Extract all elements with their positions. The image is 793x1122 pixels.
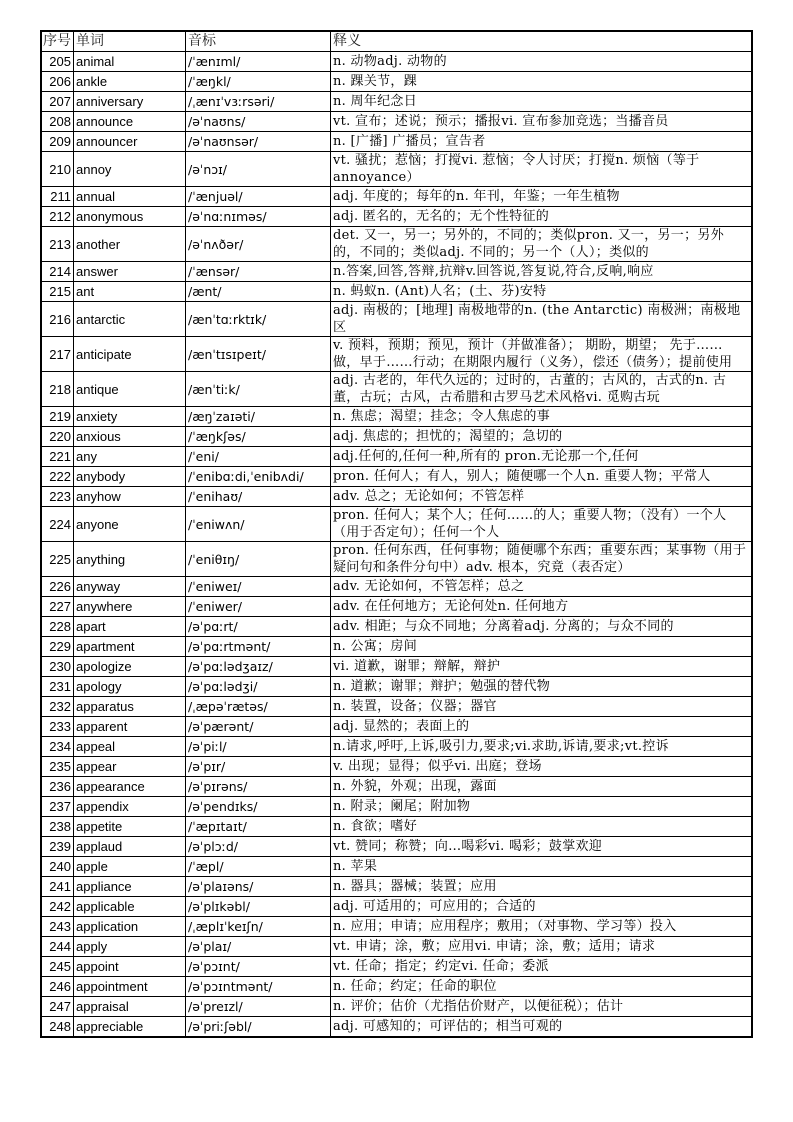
phonetic-cell: /ˈæŋkʃəs/ (186, 427, 331, 447)
row-number-cell: 221 (41, 447, 74, 467)
word-cell: appreciable (74, 1017, 186, 1038)
meaning-cell: vt. 赞同；称赞；向…喝彩vi. 喝彩；鼓掌欢迎 (331, 837, 753, 857)
table-row (41, 112, 752, 132)
phonetic-cell: /əˈnɔɪ/ (186, 152, 331, 187)
meaning-cell: det. 又一，另一；另外的，不同的；类似pron. 又一，另一；另外的，不同的；类似adj. 不同的；另一个（人）；类似的 (331, 227, 753, 262)
phonetic-cell: /ænˈtiːk/ (186, 372, 331, 407)
table-row (41, 1017, 752, 1038)
table-row (41, 897, 752, 917)
phonetic-cell: /əˈpɪrəns/ (186, 777, 331, 797)
phonetic-cell: /əˈnaʊns/ (186, 112, 331, 132)
phonetic-cell: /əˈpɑːlədʒi/ (186, 677, 331, 697)
row-number-cell: 205 (41, 52, 74, 72)
phonetic-cell: /ˈeniweɪ/ (186, 577, 331, 597)
word-cell: apple (74, 857, 186, 877)
row-number-cell: 237 (41, 797, 74, 817)
header-row (41, 31, 752, 52)
table-row (41, 957, 752, 977)
row-number-cell: 223 (41, 487, 74, 507)
word-cell: any (74, 447, 186, 467)
phonetic-cell: /æŋˈzaɪəti/ (186, 407, 331, 427)
row-number-cell: 245 (41, 957, 74, 977)
meaning-cell: n. 装置，设备；仪器；器官 (331, 697, 753, 717)
phonetic-cell: /əˈpɔɪnt/ (186, 957, 331, 977)
word-cell: applaud (74, 837, 186, 857)
row-number-cell: 247 (41, 997, 74, 1017)
meaning-cell: vt. 骚扰；惹恼；打搅vi. 惹恼；令人讨厌；打搅n. 烦恼（等于annoyance） (331, 152, 753, 187)
word-cell: antarctic (74, 302, 186, 337)
phonetic-cell: /əˈnʌðər/ (186, 227, 331, 262)
phonetic-cell: /əˈpiːl/ (186, 737, 331, 757)
table-row (41, 737, 752, 757)
row-number-cell: 213 (41, 227, 74, 262)
phonetic-cell: /ˌæplɪˈkeɪʃn/ (186, 917, 331, 937)
meaning-cell: n. 食欲；嗜好 (331, 817, 753, 837)
word-cell: announcer (74, 132, 186, 152)
word-cell: annual (74, 187, 186, 207)
table-row (41, 407, 752, 427)
table-row (41, 337, 752, 372)
row-number-cell: 230 (41, 657, 74, 677)
meaning-cell: vt. 宣布；述说；预示；播报vi. 宣布参加竞选；当播音员 (331, 112, 753, 132)
meaning-cell: vi. 道歉，谢罪；辩解，辩护 (331, 657, 753, 677)
phonetic-cell: /ˈenihaʊ/ (186, 487, 331, 507)
meaning-cell: adj. 年度的；每年的n. 年刊，年鉴；一年生植物 (331, 187, 753, 207)
row-number-cell: 246 (41, 977, 74, 997)
table-row (41, 577, 752, 597)
phonetic-cell: /əˈpriːʃəbl/ (186, 1017, 331, 1038)
phonetic-cell: /əˈplaɪəns/ (186, 877, 331, 897)
word-cell: appetite (74, 817, 186, 837)
row-number-cell: 218 (41, 372, 74, 407)
meaning-cell: vt. 任命；指定；约定vi. 任命；委派 (331, 957, 753, 977)
meaning-cell: n. 应用；申请；应用程序；敷用；（对事物、学习等）投入 (331, 917, 753, 937)
phonetic-cell: /ˌæpəˈrætəs/ (186, 697, 331, 717)
phonetic-cell: /əˈpɔɪntmənt/ (186, 977, 331, 997)
phonetic-cell: /ˈenibɑːdi,ˈenibʌdi/ (186, 467, 331, 487)
meaning-cell: pron. 任何人；某个人；任何……的人；重要人物；（没有）一个人（用于否定句）；任何一个人 (331, 507, 753, 542)
phonetic-cell: /ˈæpɪtaɪt/ (186, 817, 331, 837)
row-number-cell: 243 (41, 917, 74, 937)
phonetic-cell: /əˈnaʊnsər/ (186, 132, 331, 152)
table-row (41, 597, 752, 617)
table-row (41, 152, 752, 187)
table-row (41, 617, 752, 637)
header-num: 序号 (41, 31, 74, 52)
row-number-cell: 238 (41, 817, 74, 837)
row-number-cell: 228 (41, 617, 74, 637)
row-number-cell: 214 (41, 262, 74, 282)
row-number-cell: 229 (41, 637, 74, 657)
meaning-cell: n. 公寓；房间 (331, 637, 753, 657)
word-cell: anonymous (74, 207, 186, 227)
word-cell: antique (74, 372, 186, 407)
row-number-cell: 241 (41, 877, 74, 897)
word-cell: appear (74, 757, 186, 777)
table-row (41, 817, 752, 837)
word-cell: ant (74, 282, 186, 302)
table-row (41, 207, 752, 227)
table-row (41, 777, 752, 797)
meaning-cell: n. 焦虑；渴望；挂念；令人焦虑的事 (331, 407, 753, 427)
meaning-cell: n.请求,呼吁,上诉,吸引力,要求;vi.求助,诉请,要求;vt.控诉 (331, 737, 753, 757)
word-cell: appeal (74, 737, 186, 757)
word-cell: apply (74, 937, 186, 957)
table-row (41, 837, 752, 857)
word-cell: appraisal (74, 997, 186, 1017)
row-number-cell: 212 (41, 207, 74, 227)
meaning-cell: n. 附录；阑尾；附加物 (331, 797, 753, 817)
row-number-cell: 207 (41, 92, 74, 112)
row-number-cell: 231 (41, 677, 74, 697)
table-row (41, 262, 752, 282)
phonetic-cell: /əˈnɑːnɪməs/ (186, 207, 331, 227)
table-row (41, 427, 752, 447)
table-row (41, 917, 752, 937)
word-cell: anticipate (74, 337, 186, 372)
word-cell: appointment (74, 977, 186, 997)
row-number-cell: 209 (41, 132, 74, 152)
word-cell: application (74, 917, 186, 937)
table-row (41, 677, 752, 697)
word-cell: ankle (74, 72, 186, 92)
table-row (41, 857, 752, 877)
table-row (41, 977, 752, 997)
meaning-cell: adj. 匿名的，无名的；无个性特征的 (331, 207, 753, 227)
meaning-cell: n. 道歉；谢罪；辩护；勉强的替代物 (331, 677, 753, 697)
word-cell: anxiety (74, 407, 186, 427)
meaning-cell: adj. 古老的，年代久远的；过时的，古董的；古风的，古式的n. 古董，古玩；古风，古希腊和古罗马艺术风格vi. 觅购古玩 (331, 372, 753, 407)
phonetic-cell: /ænt/ (186, 282, 331, 302)
word-cell: annoy (74, 152, 186, 187)
meaning-cell: n. [广播] 广播员；宣告者 (331, 132, 753, 152)
row-number-cell: 211 (41, 187, 74, 207)
word-cell: appendix (74, 797, 186, 817)
phonetic-cell: /ˈæpl/ (186, 857, 331, 877)
row-number-cell: 226 (41, 577, 74, 597)
meaning-cell: adj. 显然的；表面上的 (331, 717, 753, 737)
phonetic-cell: /əˈpɪr/ (186, 757, 331, 777)
phonetic-cell: /ˈeniθɪŋ/ (186, 542, 331, 577)
table-row (41, 52, 752, 72)
phonetic-cell: /ˈeniwer/ (186, 597, 331, 617)
row-number-cell: 235 (41, 757, 74, 777)
phonetic-cell: /əˈplɔːd/ (186, 837, 331, 857)
table-row (41, 467, 752, 487)
table-row (41, 797, 752, 817)
meaning-cell: n. 任命；约定；任命的职位 (331, 977, 753, 997)
phonetic-cell: /ænˈtɪsɪpeɪt/ (186, 337, 331, 372)
row-number-cell: 206 (41, 72, 74, 92)
meaning-cell: n. 周年纪念日 (331, 92, 753, 112)
table-row (41, 372, 752, 407)
meaning-cell: vt. 申请；涂，敷；应用vi. 申请；涂，敷；适用；请求 (331, 937, 753, 957)
header-phonetic: 音标 (186, 31, 331, 52)
word-cell: anxious (74, 427, 186, 447)
row-number-cell: 234 (41, 737, 74, 757)
row-number-cell: 225 (41, 542, 74, 577)
word-cell: appliance (74, 877, 186, 897)
table-row (41, 757, 752, 777)
table-row (41, 637, 752, 657)
table-row (41, 697, 752, 717)
meaning-cell: adj. 焦虑的；担忧的；渴望的；急切的 (331, 427, 753, 447)
row-number-cell: 233 (41, 717, 74, 737)
word-cell: apartment (74, 637, 186, 657)
row-number-cell: 248 (41, 1017, 74, 1038)
meaning-cell: adv. 在任何地方；无论何处n. 任何地方 (331, 597, 753, 617)
phonetic-cell: /ˌænɪˈvɜːrsəri/ (186, 92, 331, 112)
phonetic-cell: /əˈplaɪ/ (186, 937, 331, 957)
word-cell: apologize (74, 657, 186, 677)
meaning-cell: n. 动物adj. 动物的 (331, 52, 753, 72)
meaning-cell: n. 蚂蚁n. (Ant)人名；(土、芬)安特 (331, 282, 753, 302)
phonetic-cell: /əˈpɑːrt/ (186, 617, 331, 637)
table-row (41, 302, 752, 337)
table-row (41, 72, 752, 92)
header-meaning: 释义 (331, 31, 753, 52)
phonetic-cell: /ˈeniwʌn/ (186, 507, 331, 542)
phonetic-cell: /əˈpreɪzl/ (186, 997, 331, 1017)
table-row (41, 542, 752, 577)
row-number-cell: 219 (41, 407, 74, 427)
word-cell: appearance (74, 777, 186, 797)
meaning-cell: adj. 南极的；[地理] 南极地带的n. (the Antarctic) 南极洲；南极地区 (331, 302, 753, 337)
row-number-cell: 232 (41, 697, 74, 717)
meaning-cell: pron. 任何东西，任何事物；随便哪个东西；重要东西；某事物（用于疑问句和条件分句中）adv. 根本，究竟（表否定） (331, 542, 753, 577)
meaning-cell: adj. 可感知的；可评估的；相当可观的 (331, 1017, 753, 1038)
phonetic-cell: /ˈæŋkl/ (186, 72, 331, 92)
word-cell: announce (74, 112, 186, 132)
meaning-cell: n. 踝关节，踝 (331, 72, 753, 92)
phonetic-cell: /əˈplɪkəbl/ (186, 897, 331, 917)
meaning-cell: v. 出现；显得；似乎vi. 出庭；登场 (331, 757, 753, 777)
meaning-cell: adv. 总之；无论如何；不管怎样 (331, 487, 753, 507)
word-cell: anybody (74, 467, 186, 487)
table-row (41, 282, 752, 302)
meaning-cell: n. 外貌，外观；出现，露面 (331, 777, 753, 797)
meaning-cell: adj. 可适用的；可应用的；合适的 (331, 897, 753, 917)
word-cell: anyone (74, 507, 186, 542)
phonetic-cell: /ˈænɪml/ (186, 52, 331, 72)
table-row (41, 447, 752, 467)
row-number-cell: 210 (41, 152, 74, 187)
phonetic-cell: /əˈpærənt/ (186, 717, 331, 737)
word-cell: animal (74, 52, 186, 72)
meaning-cell: n.答案,回答,答辩,抗辩v.回答说,答复说,符合,反响,响应 (331, 262, 753, 282)
table-row (41, 92, 752, 112)
word-cell: apart (74, 617, 186, 637)
table-row (41, 657, 752, 677)
table-row (41, 877, 752, 897)
meaning-cell: adv. 无论如何，不管怎样；总之 (331, 577, 753, 597)
header-word: 单词 (74, 31, 186, 52)
row-number-cell: 236 (41, 777, 74, 797)
phonetic-cell: /əˈpɑːlədʒaɪz/ (186, 657, 331, 677)
word-cell: answer (74, 262, 186, 282)
word-cell: applicable (74, 897, 186, 917)
row-number-cell: 208 (41, 112, 74, 132)
word-cell: appoint (74, 957, 186, 977)
phonetic-cell: /əˈpendɪks/ (186, 797, 331, 817)
meaning-cell: adv. 相距；与众不同地；分离着adj. 分离的；与众不同的 (331, 617, 753, 637)
row-number-cell: 222 (41, 467, 74, 487)
meaning-cell: adj.任何的,任何一种,所有的 pron.无论那一个,任何 (331, 447, 753, 467)
row-number-cell: 239 (41, 837, 74, 857)
table-row (41, 187, 752, 207)
phonetic-cell: /ˈænjuəl/ (186, 187, 331, 207)
row-number-cell: 224 (41, 507, 74, 542)
table-row (41, 717, 752, 737)
vocabulary-table (40, 30, 753, 1038)
row-number-cell: 220 (41, 427, 74, 447)
row-number-cell: 240 (41, 857, 74, 877)
meaning-cell: n. 苹果 (331, 857, 753, 877)
table-row (41, 487, 752, 507)
word-cell: anyhow (74, 487, 186, 507)
phonetic-cell: /ænˈtɑːrktɪk/ (186, 302, 331, 337)
row-number-cell: 227 (41, 597, 74, 617)
word-cell: anywhere (74, 597, 186, 617)
row-number-cell: 242 (41, 897, 74, 917)
table-row (41, 997, 752, 1017)
row-number-cell: 216 (41, 302, 74, 337)
table-row (41, 227, 752, 262)
row-number-cell: 217 (41, 337, 74, 372)
word-cell: anything (74, 542, 186, 577)
table-row (41, 937, 752, 957)
meaning-cell: v. 预料，预期；预见，预计（并做准备）； 期盼，期望； 先于……做，早于……行动；在期限内履行（义务），偿还（债务）；提前使用 (331, 337, 753, 372)
meaning-cell: n. 评价；估价（尤指估价财产，以便征税）；估计 (331, 997, 753, 1017)
phonetic-cell: /əˈpɑːrtmənt/ (186, 637, 331, 657)
phonetic-cell: /ˈeni/ (186, 447, 331, 467)
table-row (41, 132, 752, 152)
meaning-cell: n. 器具；器械；装置；应用 (331, 877, 753, 897)
phonetic-cell: /ˈænsər/ (186, 262, 331, 282)
word-cell: another (74, 227, 186, 262)
word-cell: apology (74, 677, 186, 697)
meaning-cell: pron. 任何人；有人，别人；随便哪一个人n. 重要人物；平常人 (331, 467, 753, 487)
row-number-cell: 215 (41, 282, 74, 302)
word-cell: anyway (74, 577, 186, 597)
word-cell: apparent (74, 717, 186, 737)
word-cell: anniversary (74, 92, 186, 112)
table-row (41, 507, 752, 542)
row-number-cell: 244 (41, 937, 74, 957)
word-cell: apparatus (74, 697, 186, 717)
